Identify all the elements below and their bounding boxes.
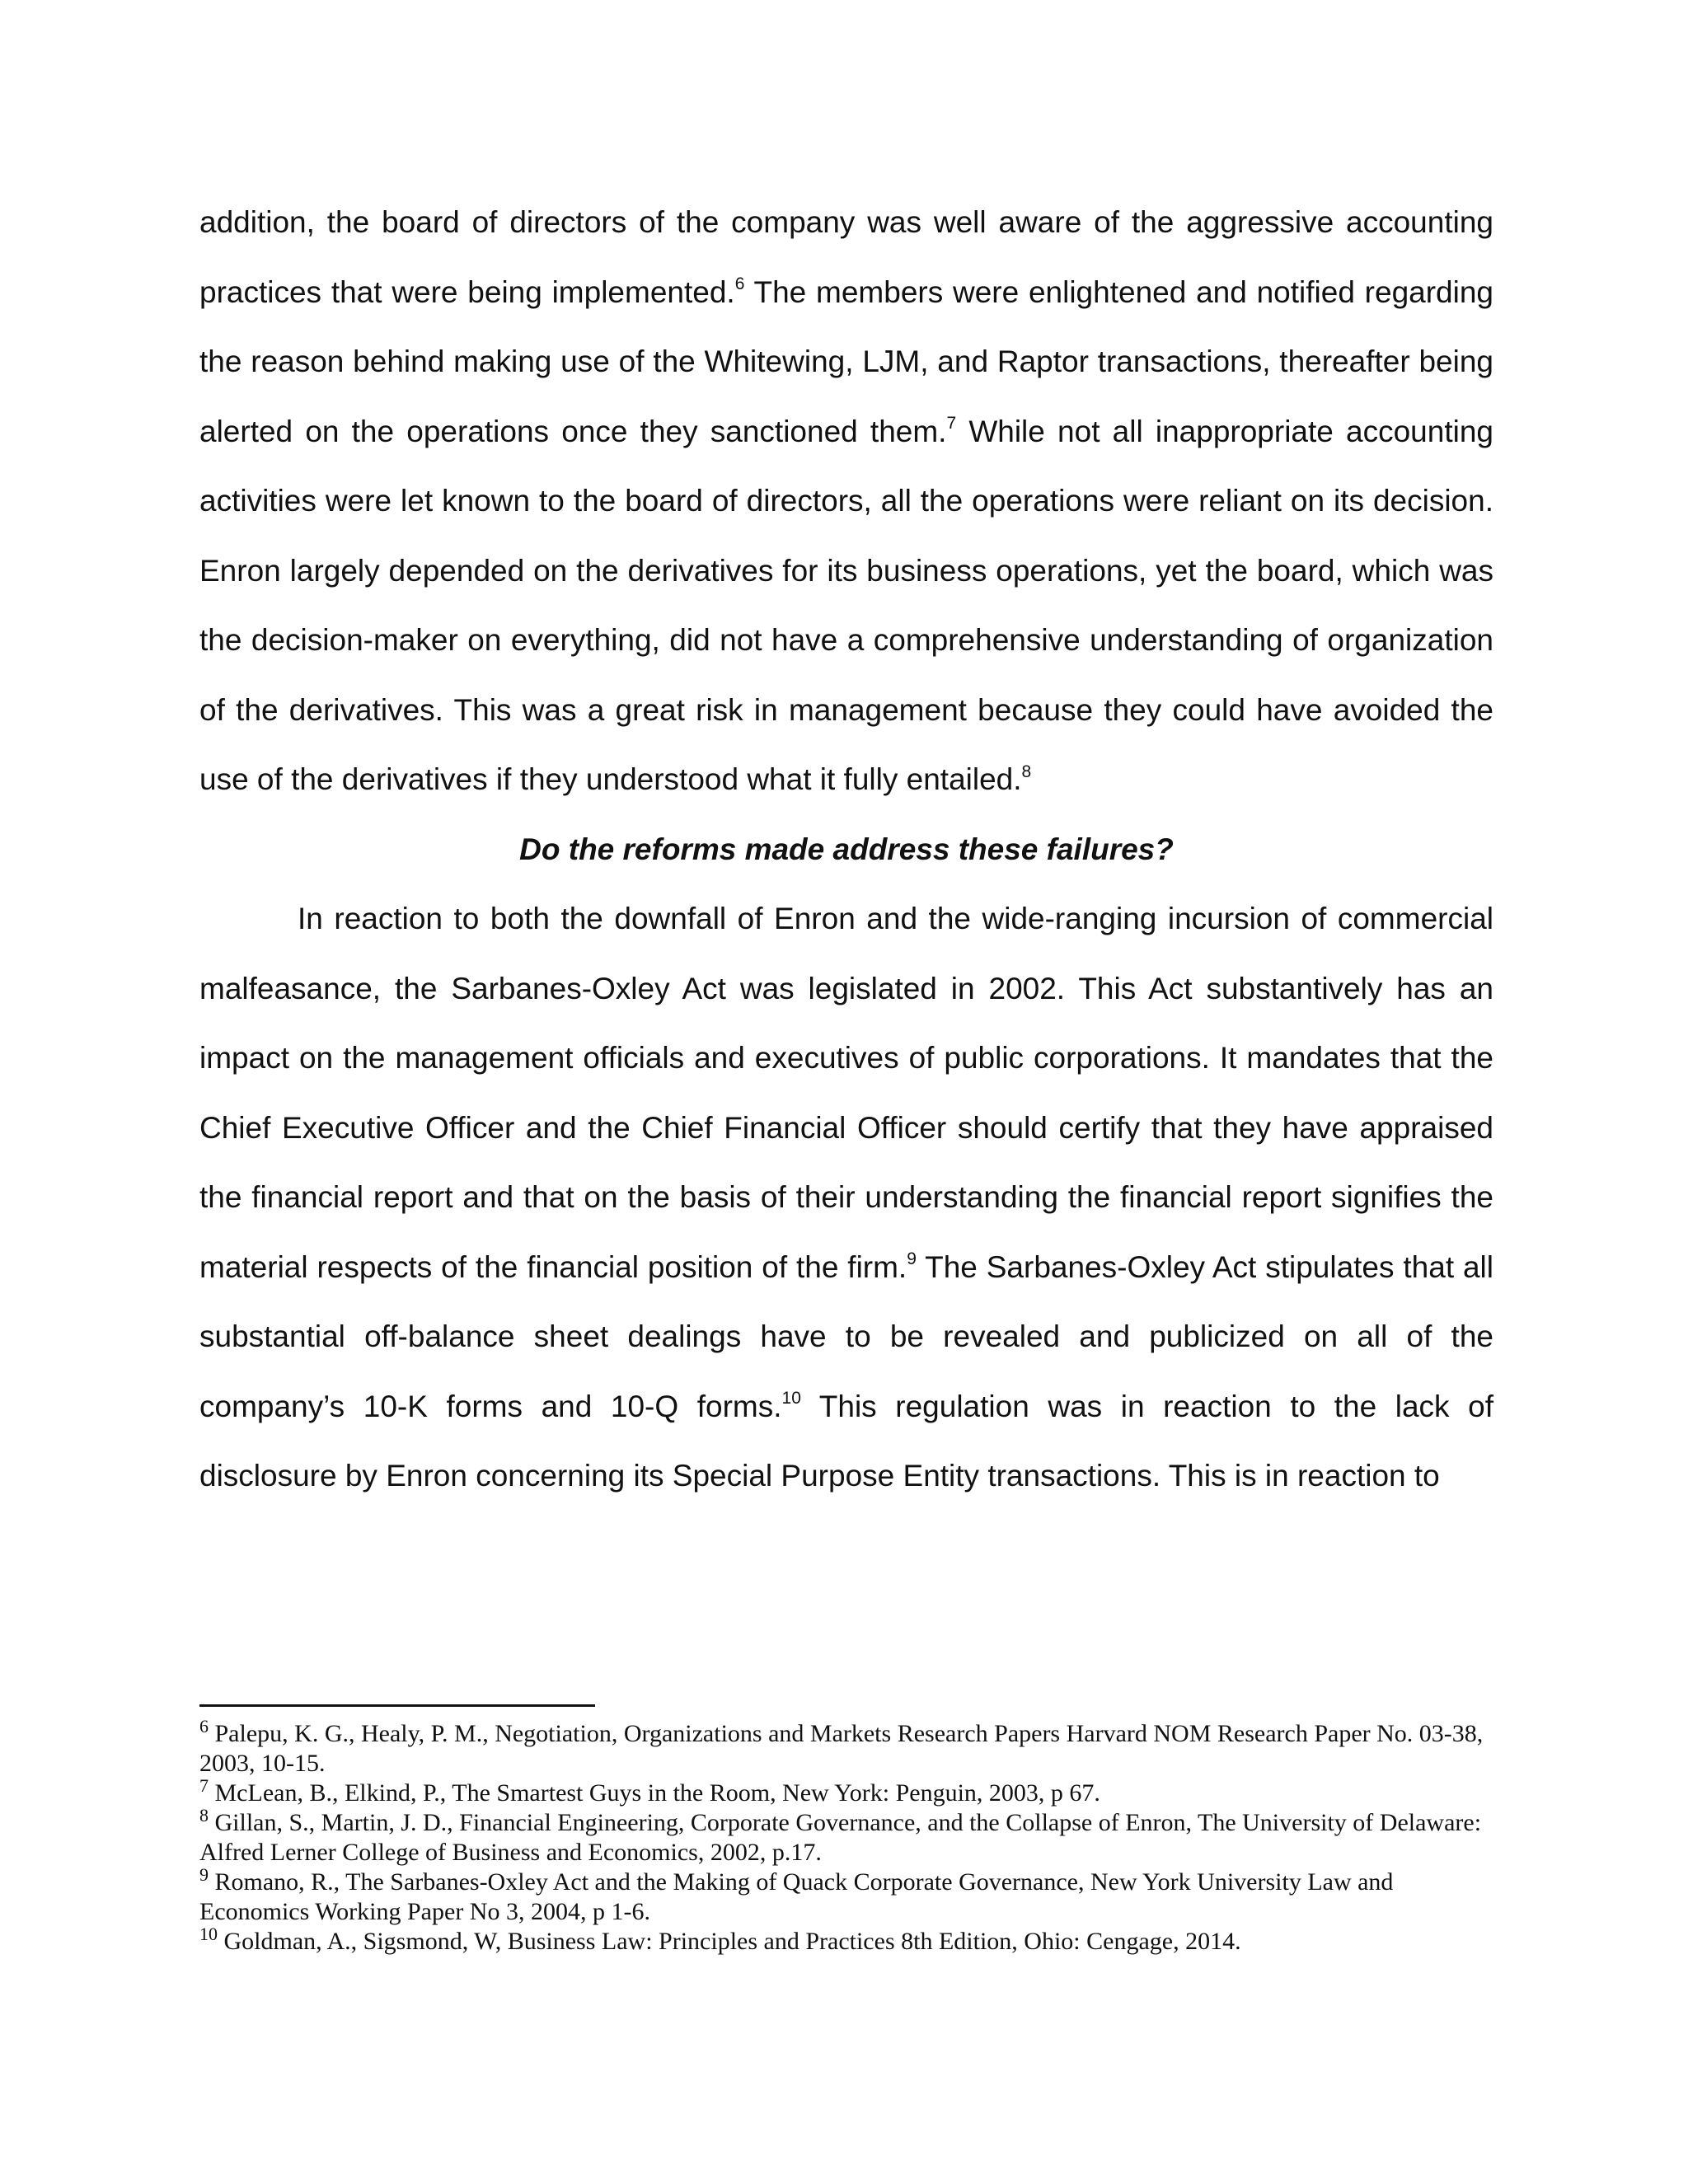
footnote-number: 7 xyxy=(199,1775,209,1796)
footnote-number: 10 xyxy=(199,1924,218,1944)
footnote-10 xyxy=(199,1924,1498,1957)
footnote-separator xyxy=(199,1704,595,1707)
paragraph-sarbanes-oxley xyxy=(199,884,1493,1511)
footnote-text: Gillan, S., Martin, J. D., Financial Engineering, Corporate Governance, and the Collapse of Enron, The University of Delaware: Alfred Lerner College of Business and Economics, 2002, p.17. xyxy=(199,1809,1482,1866)
footnote-ref-9: 9 xyxy=(907,1249,917,1269)
footnote-text: McLean, B., Elkind, P., The Smartest Guys in the Room, New York: Penguin, 2003, p 67. xyxy=(209,1779,1100,1807)
footnote-ref-10: 10 xyxy=(781,1389,801,1408)
body-text xyxy=(199,188,1493,1511)
footnote-6 xyxy=(199,1716,1498,1779)
footnote-number: 9 xyxy=(199,1864,209,1885)
paragraph2-sentence3: This regulation was in reaction to the lack of disclosure by Enron concerning its Special Purpose Entity transactions. This is in reaction to xyxy=(199,1389,1493,1493)
footnote-text: Palepu, K. G., Healy, P. M., Negotiation, Organizations and Markets Research Papers Harvard NOM Research Paper No. 03-38, 2003, 10-15. xyxy=(199,1720,1484,1777)
paragraph2-sentence2: The Sarbanes-Oxley Act stipulates that all substantial off-balance sheet dealings have to be revealed and publicized on all of the company’s 10-K forms and 10-Q forms. xyxy=(199,1249,1493,1423)
footnote-ref-7: 7 xyxy=(946,414,957,434)
paragraph1-sentence1: addition, the board of directors of the company was well aware of the aggressive accounting practices that were being implemented. xyxy=(199,205,1493,309)
footnote-text: Goldman, A., Sigsmond, W, Business Law: Principles and Practices 8th Edition, Ohio: Cengage, 2014. xyxy=(218,1928,1241,1955)
footnote-7 xyxy=(199,1775,1498,1808)
section-heading: Do the reforms made address these failures? xyxy=(519,832,1174,866)
footnote-ref-6: 6 xyxy=(734,274,745,294)
footnote-ref-8: 8 xyxy=(1021,762,1032,781)
paragraph2-sentence1: In reaction to both the downfall of Enron and the wide-ranging incursion of commercial malfeasance, the Sarbanes-Oxley Act was legislated in 2002. This Act substantively has an impact on the management officials and executives of public corporations. It mandates that the Chief Executive Officer and the Chief Financial Officer should certify that they have appraised the financial report and that on the basis of their understanding the financial report signifies the material respects of the financial position of the firm. xyxy=(199,902,1493,1284)
footnote-number: 6 xyxy=(199,1716,209,1736)
footnote-9 xyxy=(199,1864,1498,1927)
footnote-number: 8 xyxy=(199,1805,209,1825)
paragraph1-sentence2: The members were enlightened and notified regarding the reason behind making use of the Whitewing, LJM, and Raptor transactions, thereafter being alerted on the operations once they sanctioned them. xyxy=(199,274,1493,448)
footnote-8 xyxy=(199,1805,1498,1868)
paragraph-board-awareness xyxy=(199,188,1493,815)
footnote-text: Romano, R., The Sarbanes-Oxley Act and the Making of Quack Corporate Governance, New York University Law and Economics Working Paper No 3, 2004, p 1-6. xyxy=(199,1868,1394,1925)
footnotes xyxy=(199,1716,1498,1957)
paragraph1-sentence3: While not all inappropriate accounting activities were let known to the board of directors, all the operations were reliant on its decision. Enron largely depended on the derivatives for its business operations, yet the board, which was the decision-maker on everything, did not have a comprehensive understanding of organization of the derivatives. This was a great risk in management because they could have avoided the use of the derivatives if they understood what it fully entailed. xyxy=(199,414,1493,796)
